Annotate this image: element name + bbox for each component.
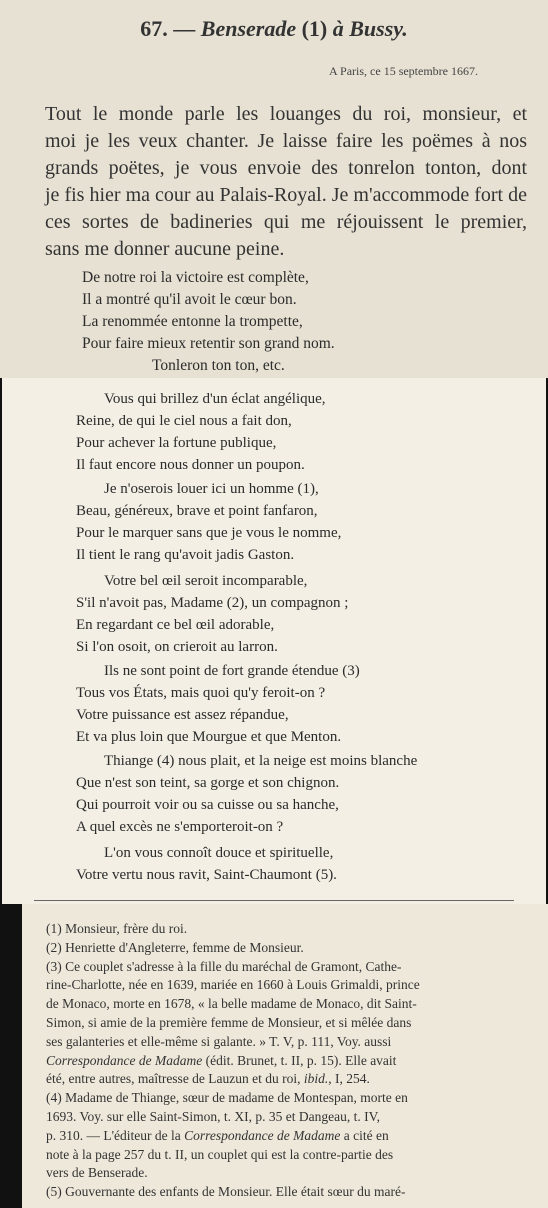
verse-line: Pour achever la fortune publique, bbox=[76, 435, 277, 451]
footnote-4-italic-title: Correspondance de Madame bbox=[184, 1127, 341, 1143]
verse-line: L'on vous connoît douce et spirituelle, bbox=[104, 845, 334, 861]
letter-number: 67. bbox=[140, 16, 168, 41]
footnote-4-text: a cité en bbox=[340, 1127, 389, 1143]
heading-note-ref: (1) bbox=[301, 16, 328, 41]
verse-line: Ils ne sont point de fort grande étendue (3) bbox=[104, 663, 360, 679]
footnote-3-italic-ibid: ibid. bbox=[303, 1071, 329, 1087]
footnote-4-line bbox=[46, 1127, 526, 1146]
verse-line: Il a montré qu'il avoit le cœur bon. bbox=[82, 291, 297, 308]
heading-to-word: à bbox=[332, 16, 344, 41]
verse-line: Votre vertu nous ravit, Saint-Chaumont (5). bbox=[76, 867, 337, 883]
footnote-4-line: note à la page 257 du t. II, un couplet qui est la contre-partie des bbox=[46, 1146, 394, 1162]
footnote-3-line: rine-Charlotte, née en 1639, mariée en 1660 à Louis Grimaldi, prince bbox=[46, 977, 420, 993]
verse-line: Votre bel œil seroit incomparable, bbox=[104, 573, 308, 589]
footnote-2: (2) Henriette d'Angleterre, femme de Monsieur. bbox=[46, 939, 304, 955]
verse-line: Il faut encore nous donner un poupon. bbox=[76, 457, 305, 473]
refrain-stanza bbox=[82, 267, 335, 377]
stanza-3 bbox=[76, 570, 348, 658]
footnote-3-line: Simon, si amie de la première femme de Monsieur, et si mêlée dans bbox=[46, 1014, 412, 1030]
prose-line: grands poëtes, je vous envoie des tonrelon tonton, dont bbox=[45, 157, 527, 179]
prose-line: moi je les veux chanter. Je laisse faire les poëmes à nos bbox=[45, 130, 527, 152]
verse-line: Il tient le rang qu'avoit jadis Gaston. bbox=[76, 547, 295, 563]
footnote-1: (1) Monsieur, frère du roi. bbox=[46, 921, 188, 936]
stanza-2 bbox=[76, 478, 341, 566]
footnote-3-text: , I, 254. bbox=[328, 1071, 370, 1087]
verse-line: Reine, de qui le ciel nous a fait don, bbox=[76, 413, 292, 429]
footnote-3-line: de Monaco, morte en 1678, « la belle madame de Monaco, dit Saint- bbox=[46, 996, 417, 1012]
letter-sender: Benserade bbox=[200, 16, 297, 41]
footnote-4-line: vers de Benserade. bbox=[46, 1165, 148, 1181]
verse-line: Thiange (4) nous plait, et la neige est moins blanche bbox=[104, 753, 418, 769]
verse-line: Tonleron ton ton, etc. bbox=[152, 357, 285, 374]
verse-line: Votre puissance est assez répandue, bbox=[76, 707, 289, 723]
letter-prose bbox=[45, 101, 527, 263]
footnote-4-line: 1693. Voy. sur elle Saint-Simon, t. XI, p. 35 et Dangeau, t. IV, bbox=[46, 1108, 380, 1124]
verse-line: Que n'est son teint, sa gorge et son chignon. bbox=[76, 775, 340, 791]
footnote-3-line bbox=[46, 1070, 526, 1089]
prose-line: sans me donner aucune peine. bbox=[45, 238, 285, 260]
verse-line: Pour faire mieux retentir son grand nom. bbox=[82, 335, 335, 352]
verse-line: Vous qui brillez d'un éclat angélique, bbox=[104, 391, 326, 407]
footnote-4-line: (4) Madame de Thiange, sœur de madame de Montespan, morte en bbox=[46, 1090, 408, 1106]
letter-heading bbox=[0, 16, 548, 42]
footnote-3-line bbox=[46, 1052, 526, 1071]
stanza-4 bbox=[76, 660, 360, 748]
footnote-3-italic-title: Correspondance de Madame bbox=[46, 1052, 203, 1068]
verse-line: Pour le marquer sans que je vous le nomme, bbox=[76, 525, 342, 541]
verse-line: A quel excès ne s'emporteroit-on ? bbox=[76, 819, 284, 835]
verse-line: Beau, généreux, brave et point fanfaron, bbox=[76, 503, 318, 519]
verse-line: S'il n'avoit pas, Madame (2), un compagnon ; bbox=[76, 595, 349, 611]
verse-line: Qui pourroit voir ou sa cuisse ou sa hanche, bbox=[76, 797, 339, 813]
footnote-3-line: (3) Ce couplet s'adresse à la fille du maréchal de Gramont, Cathe- bbox=[46, 958, 402, 974]
stanza-5 bbox=[76, 750, 417, 838]
footnotes bbox=[46, 920, 526, 1202]
verse-line: La renommée entonne la trompette, bbox=[82, 313, 303, 330]
footnote-3-text: (édit. Brunet, t. II, p. 15). Elle avait bbox=[202, 1052, 397, 1068]
verse-line: En regardant ce bel œil adorable, bbox=[76, 617, 275, 633]
stanza-6 bbox=[76, 842, 337, 886]
prose-line: je fis hier ma cour au Palais-Royal. Je m'accommode fort de bbox=[45, 184, 527, 206]
footnote-3-line: ses galanteries et elle-même si galante. » T. V, p. 111, Voy. aussi bbox=[46, 1033, 392, 1049]
footnote-5: (5) Gouvernante des enfants de Monsieur. Elle était sœur du maré- bbox=[46, 1184, 406, 1200]
footnote-4-text: p. 310. — L'éditeur de la bbox=[46, 1127, 185, 1143]
heading-dash: — bbox=[173, 16, 196, 41]
verse-line: Tous vos États, mais quoi qu'y feroit-on ? bbox=[76, 685, 326, 701]
prose-line: Tout le monde parle les louanges du roi, monsieur, et bbox=[45, 103, 527, 125]
stanza-1 bbox=[76, 388, 326, 476]
verse-line: Et va plus loin que Mourgue et que Menton. bbox=[76, 729, 342, 745]
dateline: A Paris, ce 15 septembre 1667. bbox=[329, 64, 478, 78]
letter-recipient: Bussy. bbox=[349, 16, 408, 41]
footnote-3-text: été, entre autres, maîtresse de Lauzun et du roi, bbox=[46, 1071, 304, 1087]
verse-line: Si l'on osoit, on crieroit au larron. bbox=[76, 639, 278, 655]
prose-line: ces sortes de badineries qui me réjouissent le premier, bbox=[45, 211, 527, 233]
verse-line: Je n'oserois louer ici un homme (1), bbox=[104, 481, 319, 497]
footnote-rule bbox=[34, 900, 514, 901]
verse-line: De notre roi la victoire est complète, bbox=[82, 269, 309, 286]
